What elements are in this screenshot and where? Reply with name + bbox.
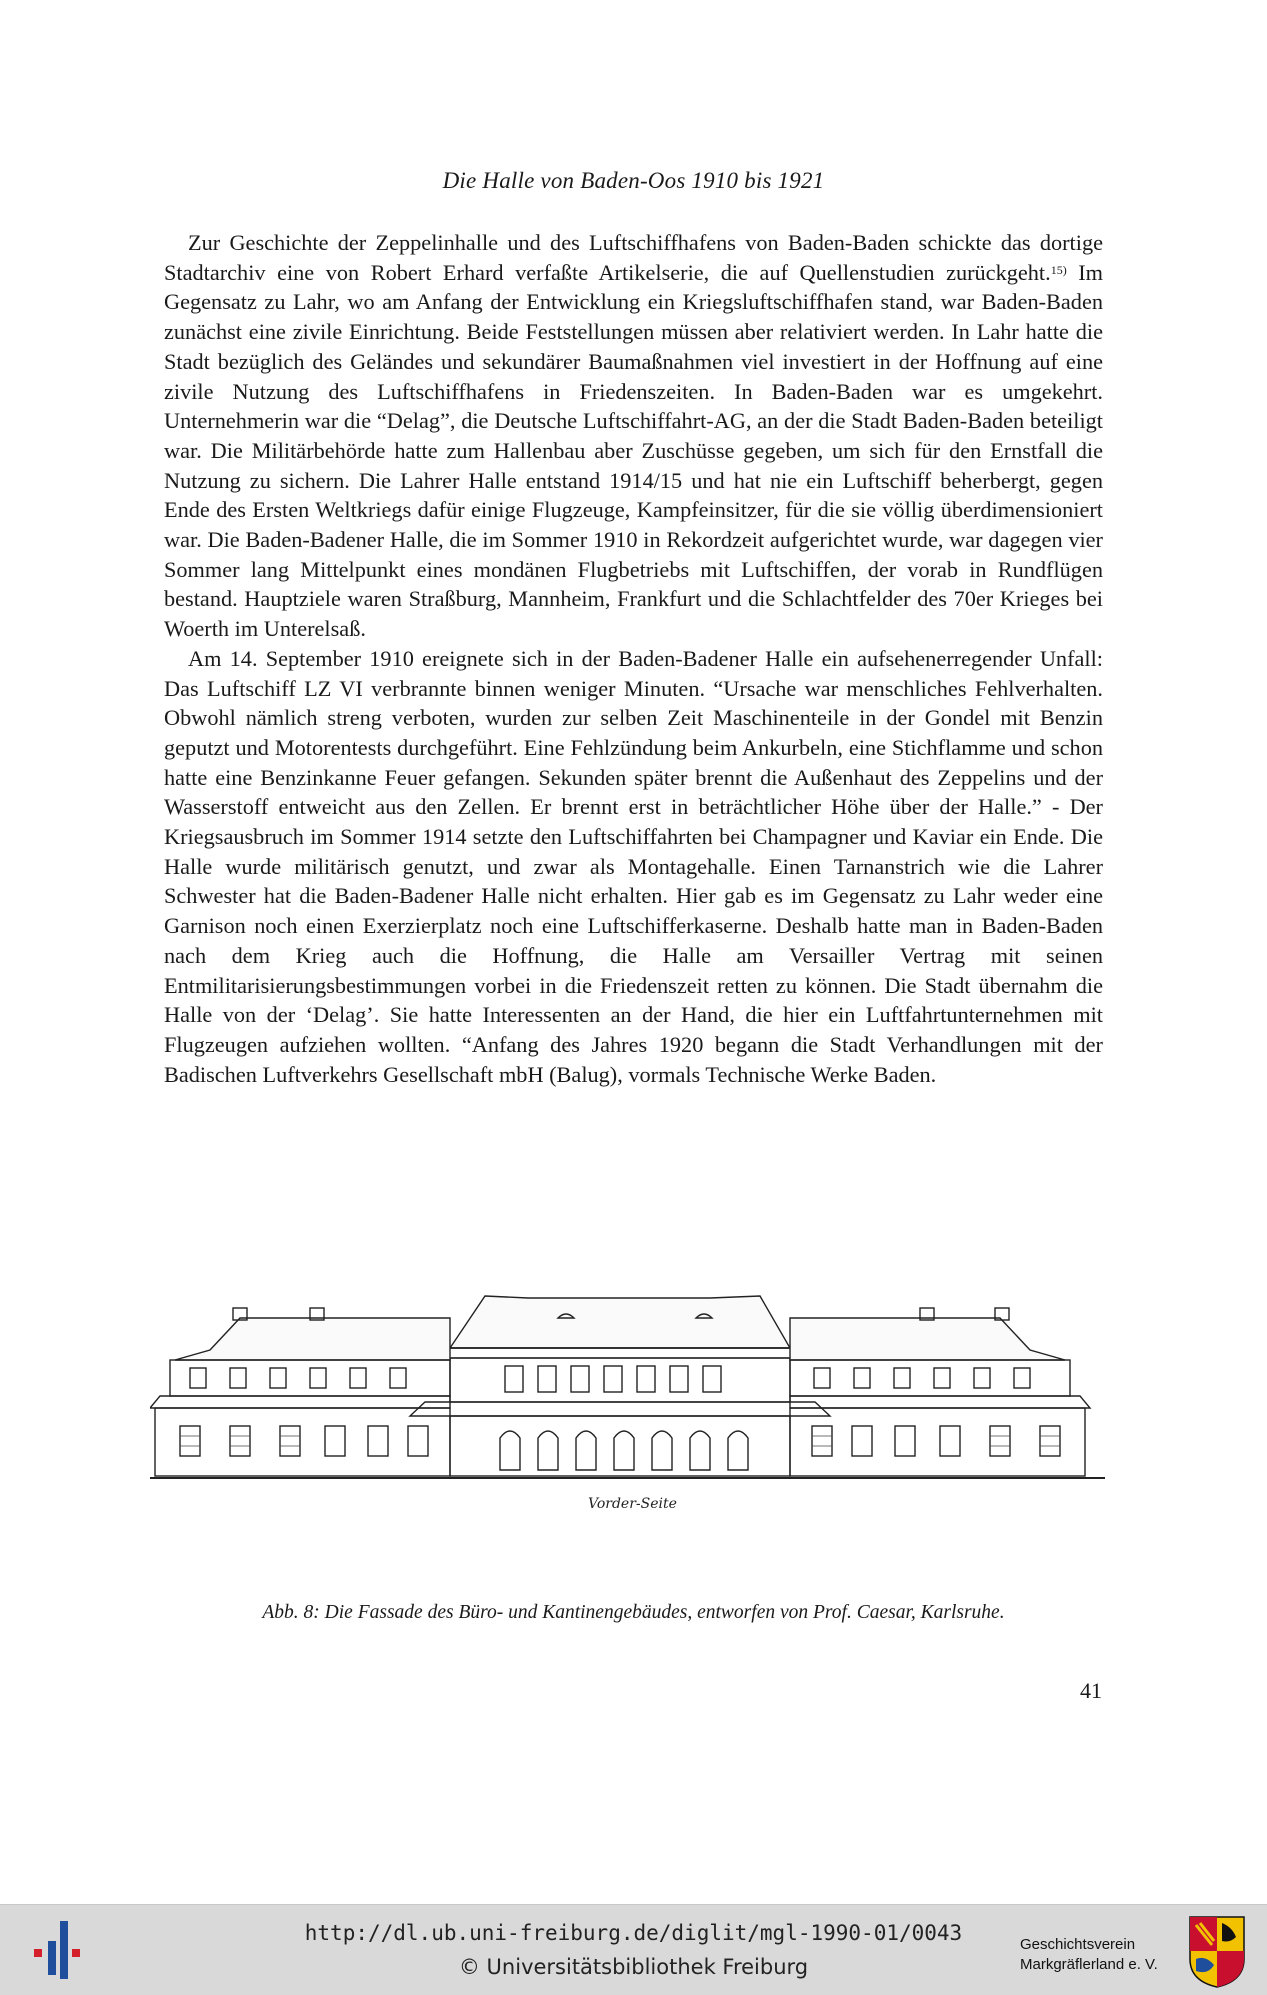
paragraph-1-start: Zur Geschichte der Zeppelinhalle und des Luftschiffhafens von Baden-Baden schickte das dortige Stadtarchiv eine von Robert Erhard verfaßte Artikelserie, die auf Quellenstudien zurückgeht. <box>164 230 1103 285</box>
society-name-line-2: Markgräflerland e. V. <box>1020 1956 1158 1973</box>
facade-drawing <box>150 1180 1115 1590</box>
figure-caption: Abb. 8: Die Fassade des Büro- und Kantinengebäudes, entworfen von Prof. Caesar, Karlsruhe. <box>262 1602 1005 1623</box>
copyright-notice: © Universitätsbibliothek Freiburg <box>458 1955 809 1979</box>
body-text <box>164 228 1103 1089</box>
footnote-reference[interactable]: 15) <box>1050 262 1067 277</box>
drawing-annotation: Vorder-Seite <box>588 1496 677 1512</box>
facade-illustration <box>150 1180 1115 1590</box>
society-coat-of-arms-icon[interactable] <box>1188 1915 1246 1989</box>
paragraph-2: Am 14. September 1910 ereignete sich in der Baden-Badener Halle ein aufsehenerregender Unfall: Das Luftschiff LZ VI verbrannte binnen weniger Minuten. “Ursache war menschliches Fehlverhalten. Obwohl nämlich streng verboten, wurden zur selben Zeit Maschinenteile in der Gondel mit Benzin geputzt und Motorentests durchgeführt. Eine Fehlzündung beim Ankurbeln, eine Stichflamme und schon hatte eine Benzinkanne Feuer gefangen. Sekunden später brennt die Außenhaut des Zeppelins und der Wasserstoff entweicht aus den Zellen. Er brennt erst in beträchtlicher Höhe über der Halle.” - Der Kriegsausbruch im Sommer 1914 setzte den Luftschiffahrten bei Champagner und Kaviar ein Ende. Die Halle wurde militärisch genutzt, und zwar als Montagehalle. Einen Tarnanstrich wie die Lahrer Schwester hat die Baden-Badener Halle nicht erhalten. Hier gab es im Gegensatz zu Lahr weder eine Garnison noch einen Exerzierplatz noch eine Luftschifferkaserne. Deshalb hatte man in Baden-Baden nach dem Krieg auch die Hoffnung, die Halle am Versailler Vertrag mit seinen Entmilitarisierungsbestimmungen vorbei in die Friedenszeit retten zu können. Die Stadt übernahm die Halle von der ‘Delag’. Sie hatte Interessenten an der Hand, die hier ein Luftfahrtunternehmen mit Flugzeugen aufziehen wollten. “Anfang des Jahres 1920 begann die Stadt Verhandlungen mit der Badischen Luftverkehrs Gesellschaft mbH (Balug), vormals Technische Werke Baden. <box>164 645 1103 1087</box>
running-head: Die Halle von Baden-Oos 1910 bis 1921 <box>442 168 825 193</box>
paragraph-1 <box>164 228 1103 644</box>
society-name-line-1: Geschichtsverein <box>1020 1936 1136 1953</box>
page-number: 41 <box>1080 1678 1102 1703</box>
permalink-url[interactable]: http://dl.ub.uni-freiburg.de/diglit/mgl-1990-01/0043 <box>304 1921 963 1945</box>
society-name <box>1020 1935 1190 1975</box>
paragraph-1-rest: Im Gegensatz zu Lahr, wo am Anfang der Entwicklung ein Kriegsluftschiffhafen stand, war Baden-Baden zunächst eine zivile Einrichtung. Beide Feststellungen müssen aber relativiert werden. In Lahr hatte die Stadt bezüglich des Geländes und sekundärer Baumaßnahmen viel investiert in der Hoffnung auf eine zivile Nutzung des Luftschiffhafens in Friedenszeiten. In Baden-Baden war es umgekehrt. Unternehmerin war die “Delag”, die Deutsche Luftschiffahrt-AG, an der die Stadt Baden-Baden beteiligt war. Die Militärbehörde hatte zum Hallenbau aber Zuschüsse gegeben, um sich für den Ernstfall die Nutzung zu sichern. Die Lahrer Halle entstand 1914/15 und hat nie ein Luftschiff beherbergt, gegen Ende des Ersten Weltkriegs dafür einige Flugzeuge, Kampfeinsitzer, für die sie völlig überdimensioniert war. Die Baden-Badener Halle, die im Sommer 1910 in Rekordzeit aufgerichtet wurde, war dagegen vier Sommer lang Mittelpunkt eines mondänen Flugbetriebs mit Luftschiffen, der vorab in Rundflügen bestand. Hauptziele waren Straßburg, Mannheim, Frankfurt und die Schlachtfelder des 70er Krieges bei Woerth im Unterelsaß. <box>164 259 1103 642</box>
viewer-footer <box>0 1904 1267 1995</box>
